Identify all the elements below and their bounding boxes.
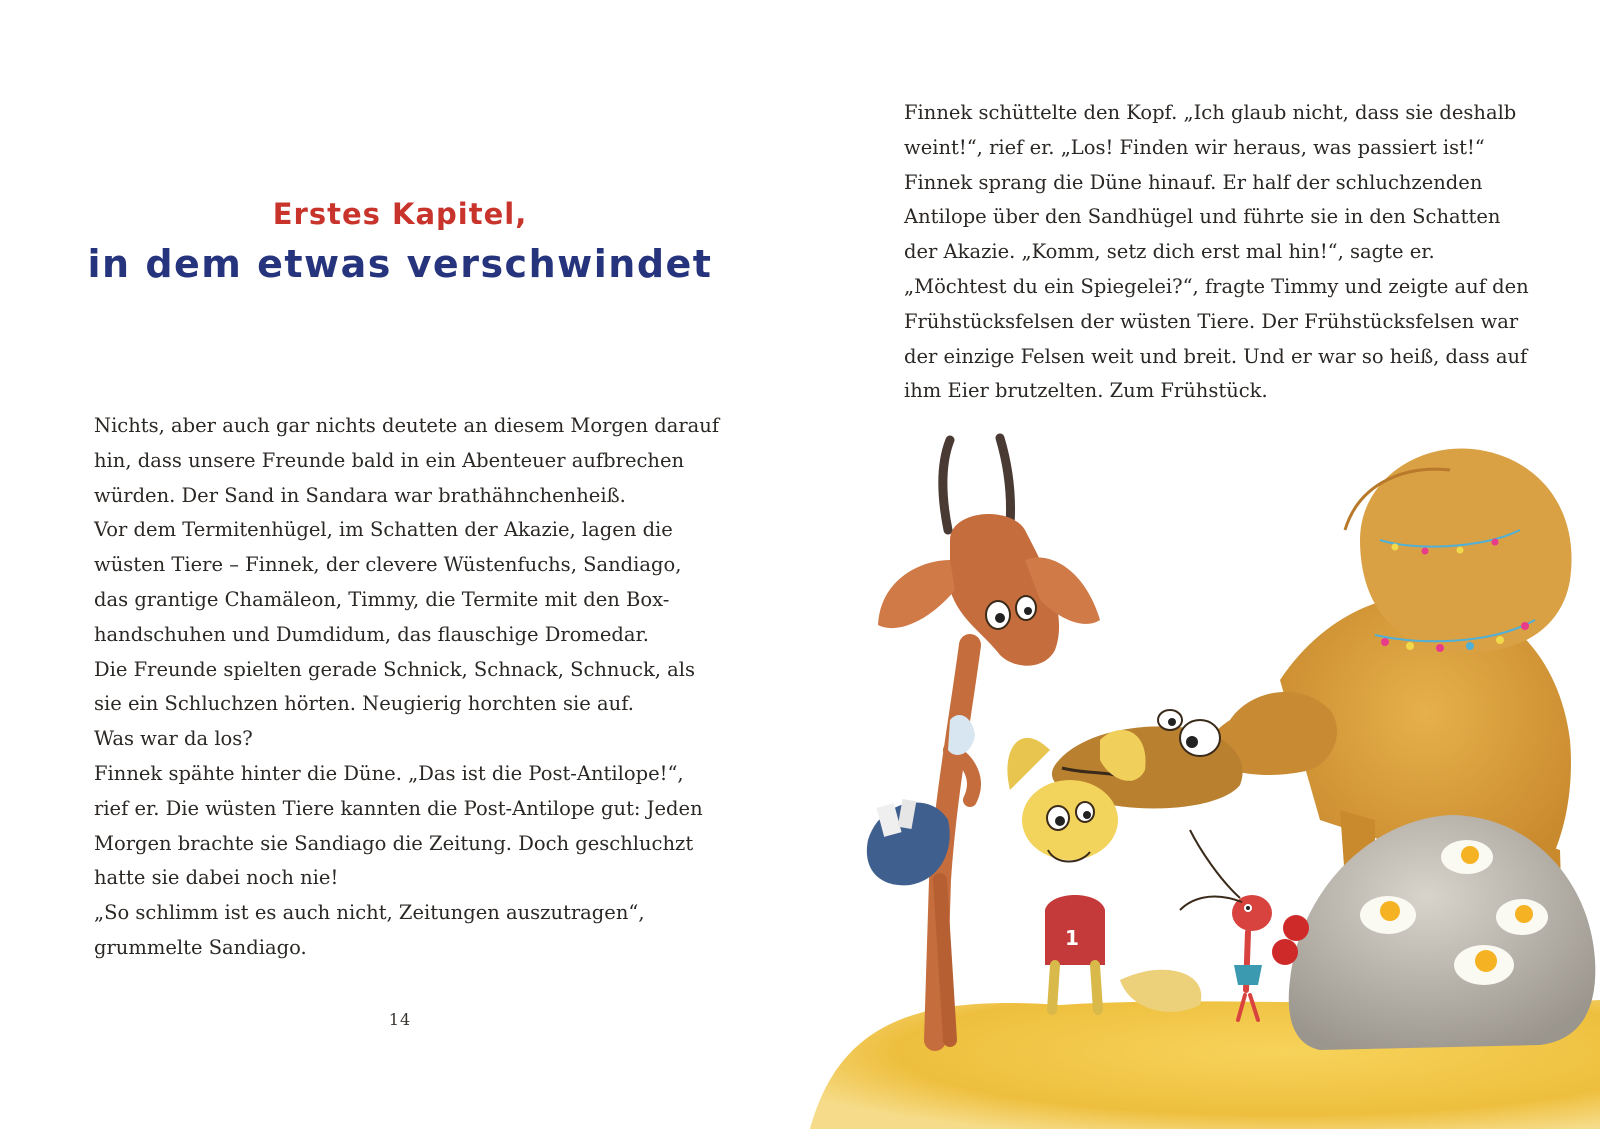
right-page (800, 0, 1600, 1129)
text-line: Morgen brachte sie Sandiago die Zeitung. Doch geschluchzt (94, 831, 694, 855)
left-body-text (94, 409, 719, 966)
chapter-title-line1: Erstes Kapitel, (272, 197, 528, 231)
text-line: hin, dass unsere Freunde bald in ein Abenteuer aufbrechen (94, 448, 685, 472)
text-line: hatte sie dabei noch nie! (94, 866, 339, 890)
text-line: Antilope über den Sandhügel und führte sie in den Schatten (904, 205, 1501, 229)
text-line: der einzige Felsen weit und breit. Und er war so heiß, dass auf (904, 344, 1528, 368)
text-line: Finnek spähte hinter die Düne. „Das ist die Post-Antilope!“, (94, 761, 684, 785)
text-line: würden. Der Sand in Sandara war brathähnchenheiß. (94, 483, 626, 507)
text-line: ihm Eier brutzelten. Zum Frühstück. (904, 379, 1268, 403)
text-line: handschuhen und Dumdidum, das flauschige Dromedar. (94, 622, 649, 646)
text-line: Finnek sprang die Düne hinauf. Er half der schluchzenden (904, 170, 1483, 194)
text-line: das grantige Chamäleon, Timmy, die Termite mit den Box- (94, 587, 670, 611)
illustration-svg (800, 420, 1600, 1129)
text-line: grummelte Sandiago. (94, 935, 307, 959)
text-line: Die Freunde spielten gerade Schnick, Schnack, Schnuck, als (94, 657, 696, 681)
text-line: rief er. Die wüsten Tiere kannten die Post-Antilope gut: Jeden (94, 796, 703, 820)
text-line: Frühstücksfelsen der wüsten Tiere. Der Frühstücksfelsen war (904, 309, 1519, 333)
text-line: „Möchtest du ein Spiegelei?“, fragte Timmy und zeigte auf den (904, 274, 1529, 298)
illustration (800, 420, 1600, 1129)
page-number: 14 (388, 1010, 412, 1029)
chapter-title-line2: in dem etwas verschwindet (87, 242, 713, 286)
fox-jersey-number: 1 (1065, 926, 1079, 950)
chapter-heading (0, 192, 800, 292)
text-line: Vor dem Termitenhügel, im Schatten der Akazie, lagen die (94, 518, 673, 542)
text-line: der Akazie. „Komm, setz dich erst mal hin!“, sagte er. (904, 240, 1435, 264)
text-line: Was war da los? (94, 727, 253, 751)
text-line: wüsten Tiere – Finnek, der clevere Wüstenfuchs, Sandiago, (94, 553, 682, 577)
text-line: Finnek schüttelte den Kopf. „Ich glaub nicht, dass sie deshalb (904, 101, 1517, 124)
text-line: sie ein Schluchzen hörten. Neugierig horchten sie auf. (94, 692, 634, 716)
text-line: weint!“, rief er. „Los! Finden wir heraus, was passiert ist!“ (904, 135, 1485, 159)
text-line: „So schlimm ist es auch nicht, Zeitungen auszutragen“, (94, 901, 645, 925)
right-body-text (904, 96, 1529, 409)
text-line: Nichts, aber auch gar nichts deutete an diesem Morgen darauf (94, 414, 720, 437)
